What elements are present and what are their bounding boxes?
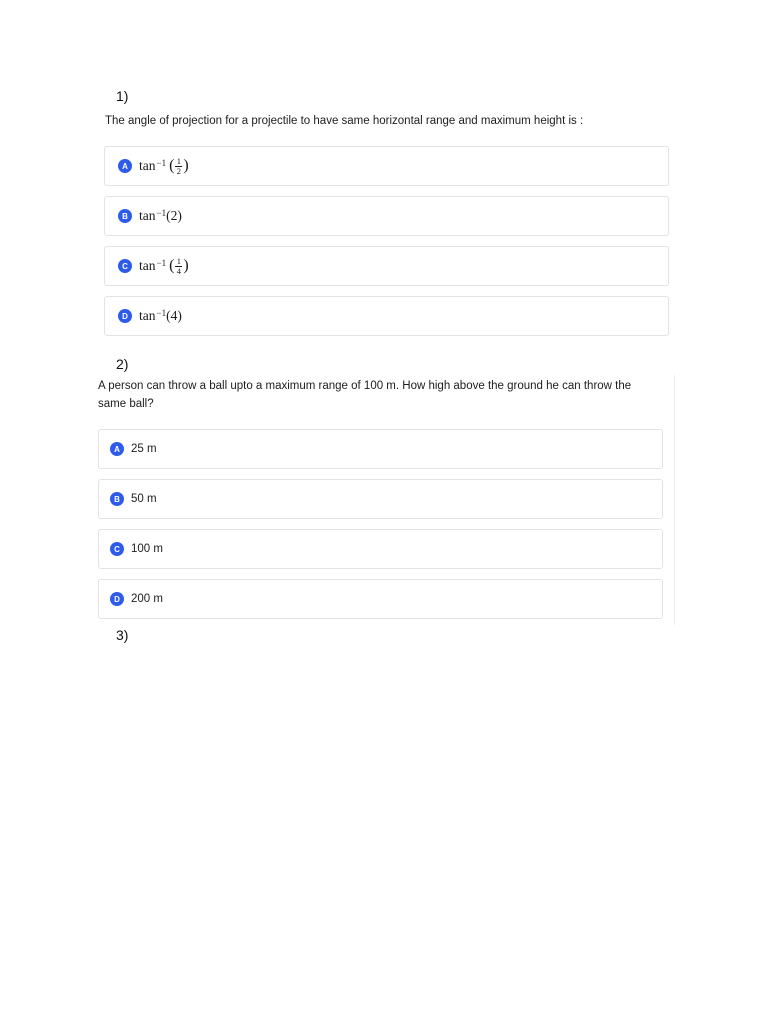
option-letter-badge: B: [110, 492, 124, 506]
option-d[interactable]: [98, 579, 663, 619]
question-number: 2): [116, 356, 129, 372]
option-letter-badge: D: [118, 309, 132, 323]
fraction: $\frac{1}{2}$: [176, 155, 182, 176]
option-label: 50 m: [131, 493, 157, 505]
divider: [674, 375, 675, 625]
option-letter-badge: B: [118, 209, 132, 223]
question-number: 1): [116, 88, 129, 104]
option-letter-badge: A: [118, 159, 132, 173]
option-c[interactable]: [104, 246, 669, 286]
option-letter-badge: C: [118, 259, 132, 273]
option-label: 25 m: [131, 443, 157, 455]
question-text-line-2: same ball?: [98, 398, 154, 410]
option-letter-badge: D: [110, 592, 124, 606]
fraction: $\frac{1}{4}$: [176, 255, 182, 276]
option-letter-badge: A: [110, 442, 124, 456]
option-a[interactable]: [104, 146, 669, 186]
option-b[interactable]: [98, 479, 663, 519]
option-b[interactable]: [104, 196, 669, 236]
question-number: 3): [116, 627, 129, 643]
question-text-line-1: A person can throw a ball upto a maximum range of 100 m. How high above the ground he can throw the: [98, 380, 632, 392]
option-math: tan $^{-1}$ ( $\frac{1}{4}$ ): [139, 255, 189, 276]
option-c[interactable]: [98, 529, 663, 569]
option-math: tan $^{-1}$ ( $\frac{1}{2}$ ): [139, 155, 189, 176]
option-d[interactable]: [104, 296, 669, 336]
question-text: The angle of projection for a projectile to have same horizontal range and maximum height is :: [105, 115, 584, 127]
option-label: 100 m: [131, 543, 163, 555]
option-math: tan $^{-1}$ (4): [139, 308, 182, 323]
option-letter-badge: C: [110, 542, 124, 556]
option-math: tan $^{-1}$ (2): [139, 208, 182, 223]
option-label: 200 m: [131, 593, 163, 605]
option-a[interactable]: [98, 429, 663, 469]
